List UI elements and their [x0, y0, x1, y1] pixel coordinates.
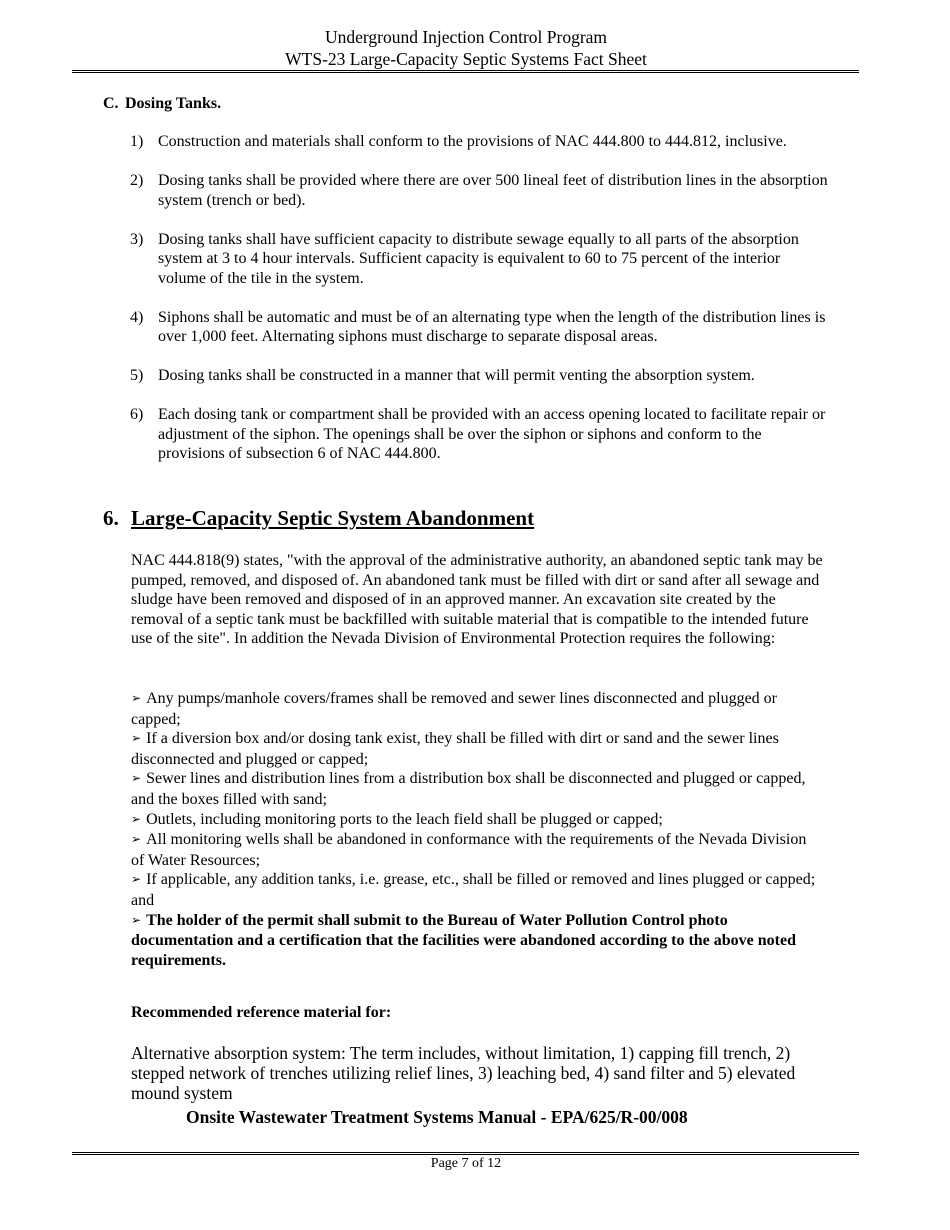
- arrow-bullet-icon: ➢: [131, 832, 142, 847]
- list-item-number: 1): [130, 133, 144, 150]
- list-item-number: 4): [130, 308, 144, 326]
- list-item: [130, 230, 830, 289]
- header-document-title: WTS-23 Large-Capacity Septic Systems Fact Sheet: [285, 49, 647, 69]
- list-item: [130, 132, 830, 152]
- list-item-text: Dosing tanks shall be provided where there are over 500 lineal feet of distribution lines in the absorption system (trench or bed).: [158, 172, 828, 209]
- list-item-text: All monitoring wells shall be abandoned in conformance with the requirements of the Nevada Division of Water Resources;: [131, 831, 807, 869]
- list-item-text: Dosing tanks shall have sufficient capacity to distribute sewage equally to all parts of the absorption system at 3 to 4 hour intervals. Sufficient capacity is equivalent to 60 to 75 percent of the interior volume of the tile in the system.: [158, 230, 799, 287]
- list-item-text: Any pumps/manhole covers/frames shall be removed and sewer lines disconnected and plugged or capped;: [131, 690, 777, 728]
- page-number: Page 7 of 12: [430, 1156, 502, 1171]
- header-program-title: Underground Injection Control Program: [324, 27, 608, 47]
- list-item-text: Siphons shall be automatic and must be of an alternating type when the length of the distribution lines is over 1,000 feet. Alternating siphons must discharge to separate disposal areas.: [158, 308, 826, 345]
- recommended-reference-heading: Recommended reference material for:: [131, 1004, 392, 1021]
- list-item: [131, 870, 821, 910]
- section-6-title: Large-Capacity Septic System Abandonment: [131, 506, 535, 530]
- abandonment-paragraph: NAC 444.818(9) states, "with the approval of the administrative authority, an abandoned septic tank may be pumped, removed, and disposed of. An abandoned tank must be filled with dirt or sand after all sewage and sludge have been removed and disposed of in an approved manner. An excavation site created by the removal of a septic tank must be backfilled with suitable material that is compatible to the intended future use of the site". In addition the Nevada Division of Environmental Protection requires the following:: [131, 552, 823, 648]
- alternative-absorption-text: Alternative absorption system: The term includes, without limitation, 1) capping fill trench, 2) stepped network of trenches utilizing relief lines, 3) leaching bed, 4) sand filter and 5) elevated mound system: [131, 1043, 796, 1103]
- page-header: [0, 26, 932, 70]
- list-item-text: If a diversion box and/or dosing tank exist, they shall be filled with dirt or sand and the sewer lines disconnected and plugged or capped;: [131, 730, 779, 768]
- section-6-number: 6.: [103, 506, 119, 530]
- list-item: [131, 911, 821, 971]
- list-item-number: 2): [130, 172, 144, 189]
- abandonment-requirements-list: [131, 689, 821, 970]
- arrow-bullet-icon: ➢: [131, 771, 142, 786]
- arrow-bullet-icon: ➢: [131, 691, 142, 705]
- list-item-number: 3): [130, 230, 144, 248]
- list-item: [131, 769, 821, 809]
- list-item: [130, 366, 830, 386]
- list-item: [131, 830, 821, 870]
- section-6-heading: [103, 504, 534, 532]
- manual-reference-title: Onsite Wastewater Treatment Systems Manual - EPA/625/R-00/008: [186, 1107, 688, 1127]
- header-divider: [72, 70, 859, 73]
- list-item-text: If applicable, any addition tanks, i.e. grease, etc., shall be filled or removed and lines plugged or capped; and: [131, 871, 816, 909]
- list-item: [131, 729, 821, 769]
- arrow-bullet-icon: ➢: [131, 811, 142, 826]
- list-item: [130, 308, 830, 347]
- arrow-bullet-icon: ➢: [131, 731, 142, 746]
- list-item-text: Sewer lines and distribution lines from a distribution box shall be disconnected and plugged or capped, and the boxes filled with sand;: [131, 770, 806, 808]
- list-item: [130, 171, 830, 210]
- list-item-number: 5): [130, 367, 144, 384]
- list-item-text: Outlets, including monitoring ports to the leach field shall be plugged or capped;: [146, 810, 663, 828]
- list-item-text: Dosing tanks shall be constructed in a manner that will permit venting the absorption system.: [158, 367, 755, 384]
- arrow-bullet-icon: ➢: [131, 872, 142, 887]
- list-item: [130, 405, 830, 464]
- list-item-text: Each dosing tank or compartment shall be provided with an access opening located to facilitate repair or adjustment of the siphon. The openings shall be over the siphon or siphons and conform to the provisions of subsection 6 of NAC 444.800.: [158, 406, 826, 462]
- section-c-letter: C.: [103, 95, 119, 112]
- list-item-text: Construction and materials shall conform to the provisions of NAC 444.800 to 444.812, inclusive.: [158, 133, 787, 150]
- list-item: [131, 689, 821, 729]
- arrow-bullet-icon: ➢: [131, 912, 142, 927]
- section-c-title: Dosing Tanks.: [125, 95, 222, 112]
- dosing-tanks-list: [130, 132, 830, 464]
- section-c-heading: [103, 94, 221, 114]
- list-item-text: The holder of the permit shall submit to the Bureau of Water Pollution Control photo documentation and a certification that the facilities were abandoned according to the above noted requirements.: [131, 911, 796, 969]
- list-item: [131, 810, 821, 831]
- list-item-number: 6): [130, 406, 144, 423]
